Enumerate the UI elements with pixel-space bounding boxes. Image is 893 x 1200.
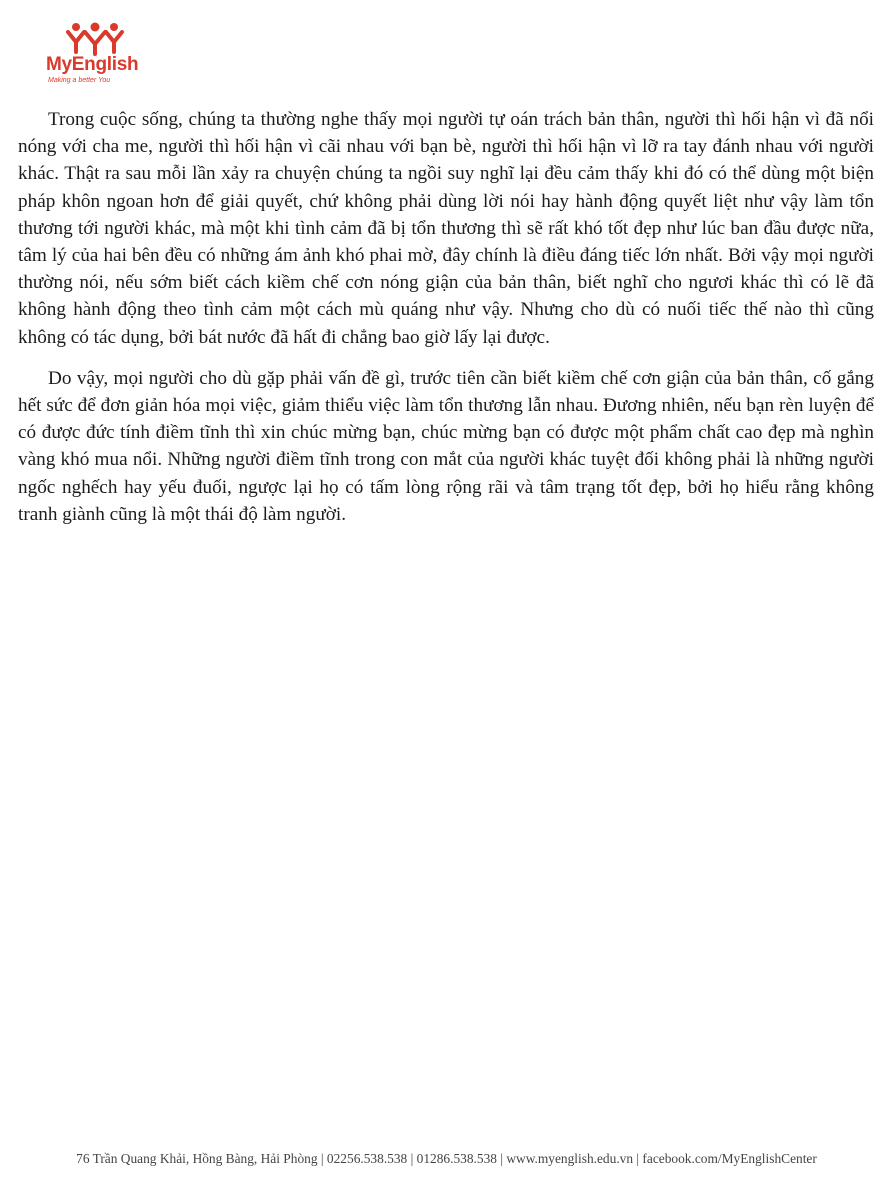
page-footer: 76 Trần Quang Khải, Hồng Bàng, Hải Phòng | 02256.538.538 | 01286.538.538 | www.myenglish.edu.vn | facebook.com/MyEnglishCenter [76,1151,817,1166]
myenglish-logo [46,22,150,82]
logo-tagline: Making a better You [48,77,111,84]
paragraph-1: Trong cuộc sống, chúng ta thường nghe thấy mọi người tự oán trách bản thân, người thì hối hận vì đã nổi nóng với cha me, người thì hối hận vì cãi nhau với bạn bè, người thì hối hận vì lỡ ra tay đánh nhau với người khác. Thật ra sau mỗi lần xảy ra chuyện chúng ta ngồi suy nghĩ lại đều cảm thấy khi đó có thể dùng một biện pháp khôn ngoan hơn để giải quyết, chứ không phải dùng lời nói hay hành động quyết liệt như vậy làm tổn thương tới người khác, mà một khi tình cảm đã bị tổn thương thì sẽ rất khó tốt đẹp như lúc ban đầu được nữa, tâm lý của hai bên đều có những ám ảnh khó phai mờ, đây chính là điều đáng tiếc lớn nhất. Bởi vậy mọi người thường nói, nếu sớm biết cách kiềm chế cơn nóng giận của bản thân, biết nghĩ cho ngươi khác thì có lẽ đã không hành động theo tình cảm một cách mù quáng như vậy. Nhưng cho dù có nuối tiếc thế nào thì cũng không có tác dụng, bởi bát nước đã hất đi chẳng bao giờ lấy lại được. [18,109,874,348]
logo-wordmark: MyEnglish [46,54,139,75]
paragraph-2: Do vậy, mọi người cho dù gặp phải vấn đề gì, trước tiên cần biết kiềm chế cơn giận của bản thân, cố gắng hết sức để đơn giản hóa mọi việc, giảm thiểu việc làm tổn thương lẫn nhau. Đương nhiên, nếu bạn rèn luyện để có được đức tính điềm tĩnh thì xin chúc mừng bạn, chúc mừng bạn có được một phẩm chất cao đẹp mà nghìn vàng khó mua nổi. Những người điềm tĩnh trong con mắt của người khác tuyệt đối không phải là những người ngốc nghếch hay yếu đuối, ngược lại họ có tấm lòng rộng rãi và tâm trạng tốt đẹp, bởi họ hiểu rằng không tranh giành cũng là một thái độ làm người. [18,367,874,525]
document-body [18,106,874,542]
people-logo-icon [64,22,126,56]
